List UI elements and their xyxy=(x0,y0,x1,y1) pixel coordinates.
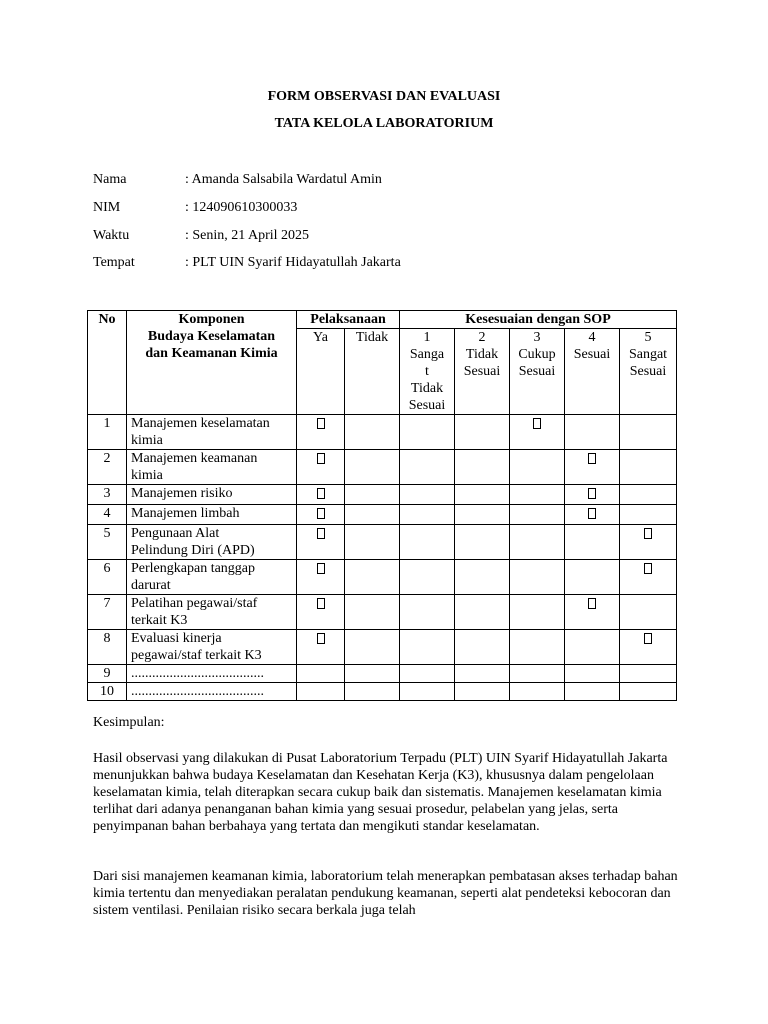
table-row xyxy=(88,450,677,485)
cell-scale-1[interactable] xyxy=(400,415,455,450)
row-komponen-line: Manajemen keselamatan xyxy=(131,416,270,431)
header-komponen xyxy=(127,311,297,415)
cell-tidak[interactable] xyxy=(345,525,400,560)
info-label: Waktu xyxy=(93,228,130,243)
cell-scale-2[interactable] xyxy=(455,450,510,485)
cell-scale-2[interactable] xyxy=(455,560,510,595)
cell-ya[interactable] xyxy=(297,665,345,683)
cell-tidak[interactable] xyxy=(345,560,400,595)
scale-label: Sanga xyxy=(409,347,445,362)
checkbox-icon[interactable] xyxy=(644,633,652,644)
row-komponen-line: Manajemen keamanan xyxy=(131,451,258,466)
row-komponen-line: darurat xyxy=(131,578,171,593)
cell-scale-5[interactable] xyxy=(620,630,677,665)
row-komponen-line: kimia xyxy=(131,468,163,483)
cell-ya[interactable] xyxy=(297,683,345,701)
scale-number: 2 xyxy=(478,330,486,345)
cell-tidak[interactable] xyxy=(345,595,400,630)
cell-scale-1[interactable] xyxy=(400,525,455,560)
header-scale-5 xyxy=(620,329,677,415)
row-number: 4 xyxy=(88,505,127,525)
row-number: 3 xyxy=(88,485,127,505)
cell-scale-2[interactable] xyxy=(455,505,510,525)
conclusion-paragraph-1 xyxy=(93,750,683,835)
table-row xyxy=(88,683,677,701)
cell-ya[interactable] xyxy=(297,630,345,665)
info-value: : 124090610300033 xyxy=(185,200,298,215)
cell-tidak[interactable] xyxy=(345,450,400,485)
table-row xyxy=(88,665,677,683)
checkbox-icon[interactable] xyxy=(317,508,325,519)
cell-ya[interactable] xyxy=(297,415,345,450)
checkbox-icon[interactable] xyxy=(533,418,541,429)
cell-scale-4[interactable] xyxy=(565,595,620,630)
header-komponen-line: Komponen xyxy=(178,312,245,327)
cell-scale-5[interactable] xyxy=(620,505,677,525)
checkbox-icon[interactable] xyxy=(644,528,652,539)
scale-label: Sesuai xyxy=(518,364,556,379)
row-komponen xyxy=(127,630,297,665)
row-number: 10 xyxy=(88,683,127,701)
checkbox-icon[interactable] xyxy=(317,488,325,499)
row-number: 5 xyxy=(88,525,127,560)
cell-scale-1[interactable] xyxy=(400,595,455,630)
cell-tidak[interactable] xyxy=(345,630,400,665)
info-value: : PLT UIN Syarif Hidayatullah Jakarta xyxy=(185,255,401,270)
row-komponen xyxy=(127,415,297,450)
cell-scale-3[interactable] xyxy=(510,415,565,450)
cell-ya[interactable] xyxy=(297,450,345,485)
cell-scale-5[interactable] xyxy=(620,415,677,450)
cell-scale-5[interactable] xyxy=(620,450,677,485)
cell-scale-5[interactable] xyxy=(620,525,677,560)
row-komponen-line: Evaluasi kinerja xyxy=(131,631,222,646)
row-komponen xyxy=(127,450,297,485)
cell-scale-5[interactable] xyxy=(620,683,677,701)
row-komponen xyxy=(127,683,297,701)
scale-number: 5 xyxy=(644,330,652,345)
header-kesesuaian: Kesesuaian dengan SOP xyxy=(400,311,677,329)
checkbox-icon[interactable] xyxy=(317,633,325,644)
cell-scale-2[interactable] xyxy=(455,485,510,505)
cell-scale-2[interactable] xyxy=(455,665,510,683)
cell-scale-1[interactable] xyxy=(400,485,455,505)
cell-scale-4[interactable] xyxy=(565,415,620,450)
conclusion-paragraph-2 xyxy=(93,868,683,919)
scale-label: Tidak xyxy=(410,381,444,396)
checkbox-icon[interactable] xyxy=(588,453,596,464)
header-tidak: Tidak xyxy=(345,329,400,415)
cell-scale-3[interactable] xyxy=(510,665,565,683)
cell-scale-4[interactable] xyxy=(565,630,620,665)
row-number: 7 xyxy=(88,595,127,630)
cell-ya[interactable] xyxy=(297,525,345,560)
row-komponen xyxy=(127,560,297,595)
cell-tidak[interactable] xyxy=(345,485,400,505)
row-komponen-line: Manajemen limbah xyxy=(131,506,240,521)
cell-scale-2[interactable] xyxy=(455,683,510,701)
row-number: 1 xyxy=(88,415,127,450)
cell-scale-4[interactable] xyxy=(565,485,620,505)
cell-scale-5[interactable] xyxy=(620,665,677,683)
info-label: Tempat xyxy=(93,255,135,270)
cell-scale-1[interactable] xyxy=(400,560,455,595)
checkbox-icon[interactable] xyxy=(317,598,325,609)
row-komponen-line: Pelindung Diri (APD) xyxy=(131,543,255,558)
cell-tidak[interactable] xyxy=(345,505,400,525)
cell-scale-4[interactable] xyxy=(565,505,620,525)
header-ya: Ya xyxy=(297,329,345,415)
header-no: No xyxy=(88,311,127,415)
cell-scale-4[interactable] xyxy=(565,525,620,560)
checkbox-icon[interactable] xyxy=(588,598,596,609)
row-komponen-line: terkait K3 xyxy=(131,613,188,628)
cell-scale-3[interactable] xyxy=(510,505,565,525)
cell-scale-1[interactable] xyxy=(400,450,455,485)
cell-scale-2[interactable] xyxy=(455,415,510,450)
cell-scale-5[interactable] xyxy=(620,485,677,505)
row-number: 8 xyxy=(88,630,127,665)
cell-scale-5[interactable] xyxy=(620,595,677,630)
row-komponen-line: ...................................... xyxy=(131,684,264,699)
cell-scale-1[interactable] xyxy=(400,630,455,665)
cell-scale-3[interactable] xyxy=(510,595,565,630)
table-row xyxy=(88,595,677,630)
cell-ya[interactable] xyxy=(297,560,345,595)
row-komponen xyxy=(127,595,297,630)
cell-scale-2[interactable] xyxy=(455,595,510,630)
row-komponen-line: Pengunaan Alat xyxy=(131,526,220,541)
scale-number: 1 xyxy=(423,330,431,345)
scale-label: t xyxy=(425,364,429,379)
table-row xyxy=(88,560,677,595)
table-row xyxy=(88,525,677,560)
checkbox-icon[interactable] xyxy=(317,453,325,464)
row-komponen-line: Pelatihan pegawai/staf xyxy=(131,596,258,611)
row-komponen xyxy=(127,525,297,560)
header-pelaksanaan: Pelaksanaan xyxy=(297,311,400,329)
row-number: 6 xyxy=(88,560,127,595)
table-row xyxy=(88,415,677,450)
scale-label: Sesuai xyxy=(629,364,667,379)
cell-scale-3[interactable] xyxy=(510,560,565,595)
cell-scale-2[interactable] xyxy=(455,630,510,665)
scale-number: 4 xyxy=(588,330,596,345)
scale-label: Tidak xyxy=(465,347,499,362)
form-title: FORM OBSERVASI DAN EVALUASI xyxy=(267,89,501,104)
cell-scale-3[interactable] xyxy=(510,683,565,701)
cell-scale-1[interactable] xyxy=(400,505,455,525)
paragraph-text: Dari sisi manajemen keamanan kimia, laboratorium telah menerapkan pembatasan akses terhadap bahan kimia tertentu dan menyediakan peralatan pendukung keamanan, seperti alat pendeteksi kebocoran dan sistem ventilasi. Penilaian risiko secara berkala juga telah xyxy=(93,869,678,918)
scale-label: Cukup xyxy=(518,347,556,362)
cell-scale-4[interactable] xyxy=(565,450,620,485)
cell-scale-4[interactable] xyxy=(565,560,620,595)
info-value: : Senin, 21 April 2025 xyxy=(185,228,310,243)
cell-scale-2[interactable] xyxy=(455,525,510,560)
header-komponen-line: Budaya Keselamatan xyxy=(147,329,276,344)
header-scale-4 xyxy=(565,329,620,415)
checkbox-icon[interactable] xyxy=(588,488,596,499)
header-scale-2 xyxy=(455,329,510,415)
table-row xyxy=(88,485,677,505)
checkbox-icon[interactable] xyxy=(317,563,325,574)
cell-scale-3[interactable] xyxy=(510,450,565,485)
info-label: NIM xyxy=(93,200,121,215)
cell-ya[interactable] xyxy=(297,485,345,505)
form-subtitle: TATA KELOLA LABORATORIUM xyxy=(274,116,494,131)
row-komponen-line: ...................................... xyxy=(131,666,264,681)
scale-label: Sesuai xyxy=(573,347,611,362)
cell-scale-3[interactable] xyxy=(510,630,565,665)
checkbox-icon[interactable] xyxy=(317,528,325,539)
scale-label: Sangat xyxy=(628,347,668,362)
cell-scale-1[interactable] xyxy=(400,665,455,683)
row-komponen xyxy=(127,485,297,505)
checkbox-icon[interactable] xyxy=(588,508,596,519)
cell-tidak[interactable] xyxy=(345,665,400,683)
cell-ya[interactable] xyxy=(297,505,345,525)
table-row xyxy=(88,505,677,525)
cell-tidak[interactable] xyxy=(345,415,400,450)
table-row xyxy=(88,630,677,665)
conclusion-heading: Kesimpulan: xyxy=(93,715,165,730)
cell-scale-1[interactable] xyxy=(400,683,455,701)
row-komponen-line: pegawai/staf terkait K3 xyxy=(131,648,262,663)
observation-table xyxy=(87,310,677,701)
row-komponen-line: kimia xyxy=(131,433,163,448)
info-value: : Amanda Salsabila Wardatul Amin xyxy=(185,172,382,187)
row-number: 2 xyxy=(88,450,127,485)
row-komponen-line: Perlengkapan tanggap xyxy=(131,561,256,576)
cell-scale-5[interactable] xyxy=(620,560,677,595)
header-scale-1 xyxy=(400,329,455,415)
scale-label: Sesuai xyxy=(408,398,446,413)
checkbox-icon[interactable] xyxy=(644,563,652,574)
row-komponen xyxy=(127,665,297,683)
scale-label: Sesuai xyxy=(463,364,501,379)
paragraph-text: Hasil observasi yang dilakukan di Pusat Laboratorium Terpadu (PLT) UIN Syarif Hidayatullah Jakarta menunjukkan bahwa budaya Keselamatan dan Kesehatan Kerja (K3), khususnya dalam pengelolaan keselamatan kimia, telah diterapkan secara cukup baik dan sistematis. Manajemen keselamatan kimia terlihat dari adanya penanganan bahan kimia yang sesuai prosedur, pelabelan yang jelas, serta penyimpanan bahan berbahaya yang tertata dan mengikuti standar keselamatan. xyxy=(93,751,668,834)
row-number: 9 xyxy=(88,665,127,683)
header-scale-3 xyxy=(510,329,565,415)
cell-scale-4[interactable] xyxy=(565,665,620,683)
cell-scale-4[interactable] xyxy=(565,683,620,701)
row-komponen xyxy=(127,505,297,525)
info-label: Nama xyxy=(93,172,127,187)
cell-ya[interactable] xyxy=(297,595,345,630)
header-komponen-line: dan Keamanan Kimia xyxy=(145,346,278,361)
cell-tidak[interactable] xyxy=(345,683,400,701)
row-komponen-line: Manajemen risiko xyxy=(131,486,233,501)
checkbox-icon[interactable] xyxy=(317,418,325,429)
cell-scale-3[interactable] xyxy=(510,485,565,505)
scale-number: 3 xyxy=(533,330,541,345)
cell-scale-3[interactable] xyxy=(510,525,565,560)
